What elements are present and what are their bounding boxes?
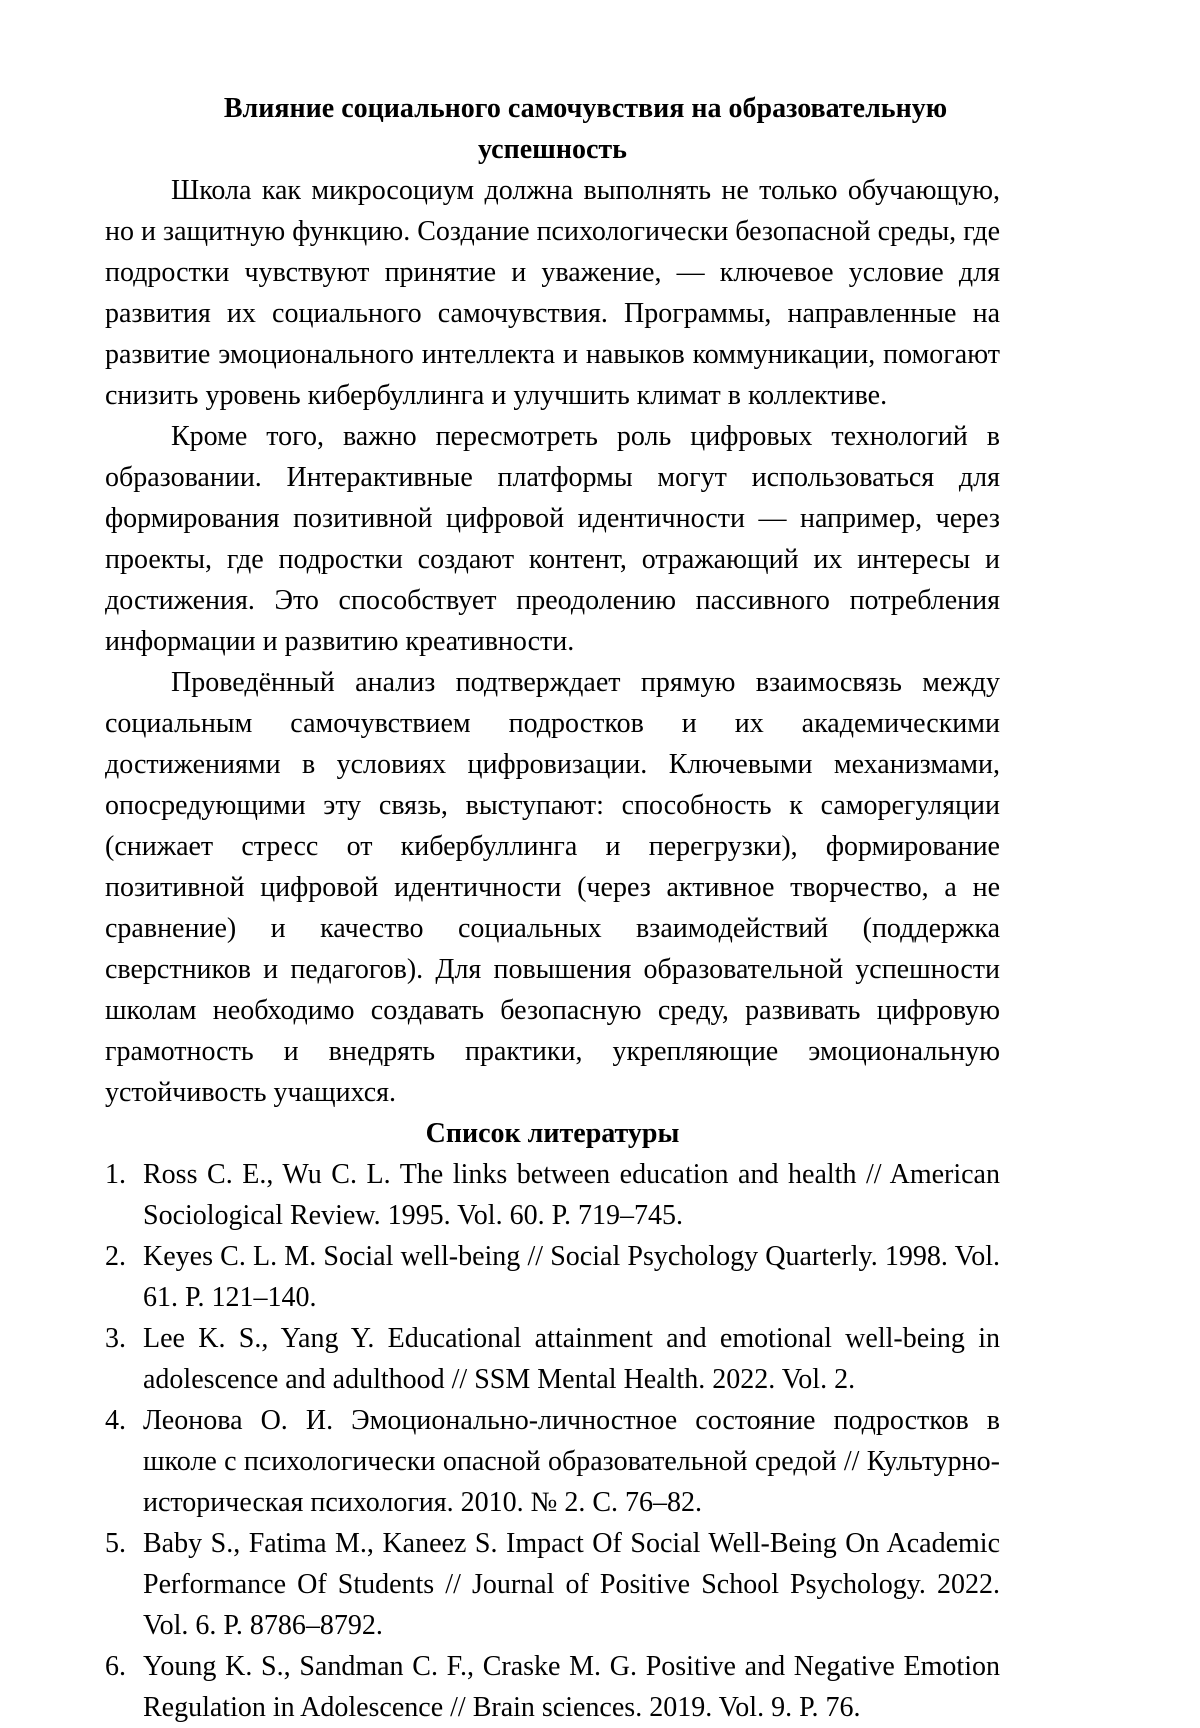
reference-number: 2. — [105, 1241, 126, 1272]
references-list — [105, 1154, 1000, 1728]
paragraph-1: Школа как микросоциум должна выполнять не только обучающую, но и защитную функцию. Создание психологически безопасной среды, где подростки чувствуют принятие и уважение, — ключевое условие для развития их социального самочувствия. Программы, направленные на развитие эмоционального интеллекта и навыков коммуникации, помогают снизить уровень кибербуллинга и улучшить климат в коллективе. — [105, 175, 1000, 411]
document-title: Влияние социального самочувствия на образовательную успешность — [223, 93, 948, 165]
reference-item — [105, 1236, 1000, 1318]
reference-number: 4. — [105, 1405, 126, 1436]
paragraph-3: Проведённый анализ подтверждает прямую взаимосвязь между социальным самочувствием подростков и их академическими достижениями в условиях цифровизации. Ключевыми механизмами, опосредующими эту связь, выступают: способность к саморегуляции (снижает стресс от кибербуллинга и перегрузки), формирование позитивной цифровой идентичности (через активное творчество, а не сравнение) и качество социальных взаимодействий (поддержка сверстников и педагогов). Для повышения образовательной успешности школам необходимо создавать безопасную среду, развивать цифровую грамотность и внедрять практики, укрепляющие эмоциональную устойчивость учащихся. — [105, 667, 1000, 1108]
reference-item — [105, 1154, 1000, 1236]
reference-text: Ross C. E., Wu C. L. The links between education and health // American Sociological Review. 1995. Vol. 60. P. 719–745. — [143, 1159, 1000, 1231]
references-heading: Список литературы — [425, 1118, 680, 1149]
paragraph-2: Кроме того, важно пересмотреть роль цифровых технологий в образовании. Интерактивные платформы могут использоваться для формирования позитивной цифровой идентичности — например, через проекты, где подростки создают контент, отражающий их интересы и достижения. Это способствует преодолению пассивного потребления информации и развитию креативности. — [105, 421, 1000, 657]
reference-text: Lee K. S., Yang Y. Educational attainment and emotional well-being in adolescence and adulthood // SSM Mental Health. 2022. Vol. 2. — [143, 1323, 1000, 1395]
reference-number: 1. — [105, 1159, 126, 1190]
reference-number: 3. — [105, 1323, 126, 1354]
reference-item — [105, 1523, 1000, 1646]
reference-text: Keyes C. L. M. Social well-being // Social Psychology Quarterly. 1998. Vol. 61. P. 121–140. — [143, 1241, 1000, 1313]
reference-text: Young K. S., Sandman C. F., Craske M. G. Positive and Negative Emotion Regulation in Adolescence // Brain sciences. 2019. Vol. 9. P. 76. — [143, 1651, 1000, 1723]
reference-item — [105, 1318, 1000, 1400]
reference-item — [105, 1400, 1000, 1523]
reference-item — [105, 1646, 1000, 1728]
reference-number: 6. — [105, 1651, 126, 1682]
reference-number: 5. — [105, 1528, 126, 1559]
reference-text: Леонова О. И. Эмоционально-личностное состояние подростков в школе с психологически опасной образовательной средой // Культурно-историческая психология. 2010. № 2. С. 76–82. — [143, 1405, 1000, 1518]
reference-text: Baby S., Fatima M., Kaneez S. Impact Of Social Well-Being On Academic Performance Of Students // Journal of Positive School Psychology. 2022. Vol. 6. P. 8786–8792. — [143, 1528, 1000, 1641]
